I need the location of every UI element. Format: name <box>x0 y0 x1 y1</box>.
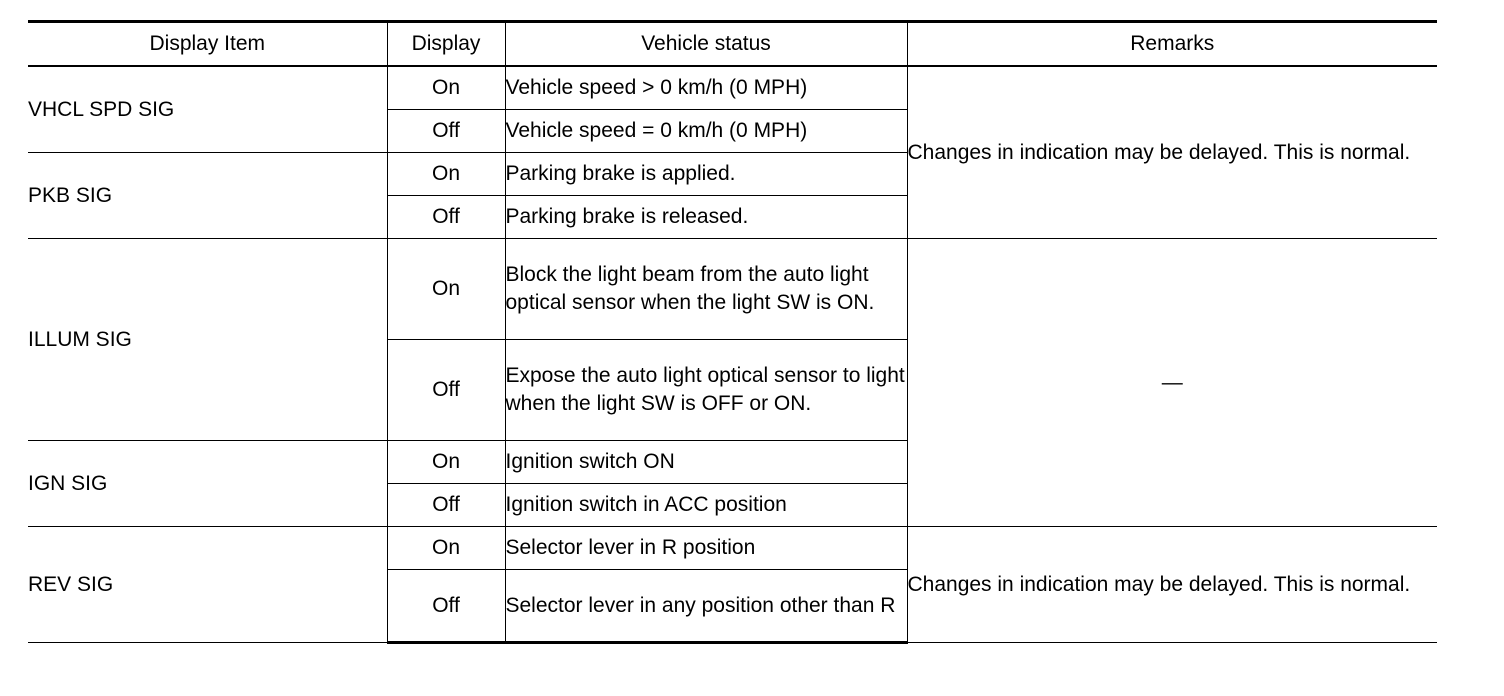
display-value: Off <box>387 196 505 239</box>
display-value: Off <box>387 484 505 527</box>
header-vehicle-status: Vehicle status <box>505 22 907 67</box>
header-row <box>28 22 1437 67</box>
vehicle-status-cell: Expose the auto light optical sensor to light when the light SW is OFF or ON. <box>505 340 907 441</box>
item-pkb-sig: PKB SIG <box>28 153 387 239</box>
display-value: On <box>387 153 505 196</box>
display-value: Off <box>387 110 505 153</box>
vehicle-status-cell: Parking brake is applied. <box>505 153 907 196</box>
signal-display-table <box>28 20 1437 644</box>
display-value: Off <box>387 340 505 441</box>
table-row <box>28 66 1437 110</box>
display-value: On <box>387 239 505 340</box>
vehicle-status-cell: Parking brake is released. <box>505 196 907 239</box>
vehicle-status-cell: Block the light beam from the auto light optical sensor when the light SW is ON. <box>505 239 907 340</box>
item-rev-sig: REV SIG <box>28 527 387 643</box>
display-value: On <box>387 441 505 484</box>
display-value: On <box>387 66 505 110</box>
item-vhcl-spd-sig: VHCL SPD SIG <box>28 66 387 153</box>
header-remarks: Remarks <box>907 22 1437 67</box>
display-value: On <box>387 527 505 570</box>
remarks-dash: — <box>907 239 1437 527</box>
table-row <box>28 239 1437 340</box>
vehicle-status-cell: Vehicle speed = 0 km/h (0 MPH) <box>505 110 907 153</box>
item-illum-sig: ILLUM SIG <box>28 239 387 441</box>
header-display: Display <box>387 22 505 67</box>
remarks-cell: Changes in indication may be delayed. This is normal. <box>907 527 1437 643</box>
item-ign-sig: IGN SIG <box>28 441 387 527</box>
vehicle-status-cell: Vehicle speed > 0 km/h (0 MPH) <box>505 66 907 110</box>
display-value: Off <box>387 570 505 643</box>
vehicle-status-cell: Ignition switch ON <box>505 441 907 484</box>
header-display-item: Display Item <box>28 22 387 67</box>
vehicle-status-cell: Selector lever in any position other than R <box>505 570 907 643</box>
vehicle-status-cell: Selector lever in R position <box>505 527 907 570</box>
vehicle-status-cell: Ignition switch in ACC position <box>505 484 907 527</box>
remarks-cell: Changes in indication may be delayed. This is normal. <box>907 66 1437 239</box>
table-row <box>28 527 1437 570</box>
